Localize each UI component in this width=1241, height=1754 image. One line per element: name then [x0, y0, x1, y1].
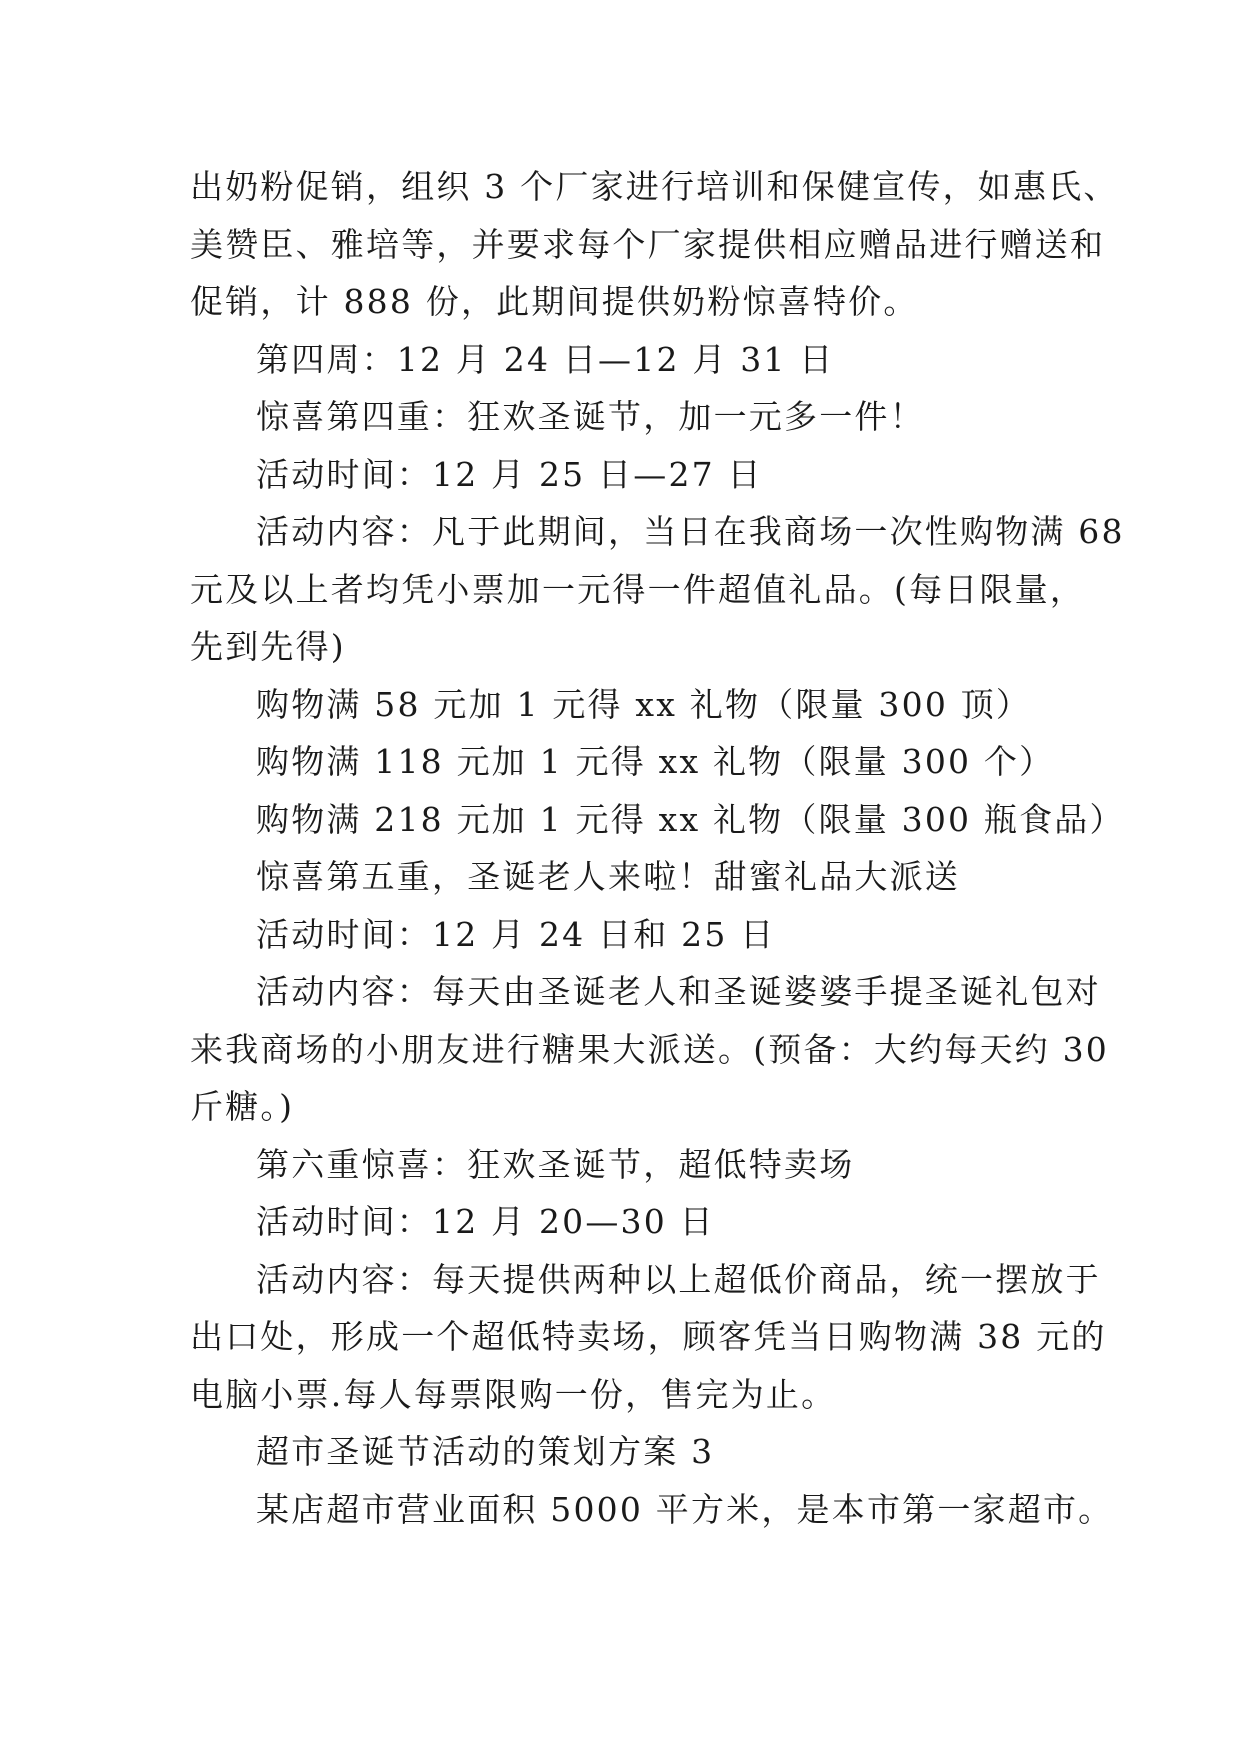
body-line: 活动时间：12 月 24 日和 25 日 — [256, 914, 776, 954]
body-line: 促销，计 888 份，此期间提供奶粉惊喜特价。 — [190, 282, 919, 321]
body-line: 出奶粉促销，组织 3 个厂家进行培训和保健宣传，如惠氏、 — [190, 167, 1119, 206]
body-line: 出口处，形成一个超低特卖场，顾客凭当日购物满 38 元的 — [190, 1317, 1107, 1356]
body-line: 电脑小票.每人每票限购一份，售完为止。 — [190, 1374, 837, 1414]
document-heading: 超市圣诞节活动的策划方案 3 — [256, 1432, 715, 1471]
body-line: 活动内容：每天提供两种以上超低价商品，统一摆放于 — [256, 1259, 1101, 1299]
body-line: 活动时间：12 月 20—30 日 — [256, 1202, 715, 1241]
body-line: 第四周：12 月 24 日—12 月 31 日 — [256, 339, 835, 379]
document-body — [190, 158, 1125, 1538]
list-item: 购物满 118 元加 1 元得 xx 礼物（限量 300 个） — [256, 742, 1055, 781]
body-line: 来我商场的小朋友进行糖果大派送。(预备：大约每天约 30 — [190, 1029, 1109, 1069]
body-line: 元及以上者均凭小票加一元得一件超值礼品。(每日限量， — [190, 569, 1086, 609]
body-line: 活动内容：每天由圣诞老人和圣诞婆婆手提圣诞礼包对 — [256, 972, 1101, 1011]
body-line: 活动内容：凡于此期间，当日在我商场一次性购物满 68 — [256, 512, 1125, 551]
section-heading: 惊喜第四重：狂欢圣诞节，加一元多一件！ — [256, 397, 925, 436]
body-line: 斤糖。) — [190, 1087, 295, 1126]
section-heading: 第六重惊喜：狂欢圣诞节，超低特卖场 — [256, 1144, 855, 1184]
body-line: 美赞臣、雅培等，并要求每个厂家提供相应赠品进行赠送和 — [190, 224, 1106, 264]
body-line: 先到先得) — [190, 627, 346, 666]
list-item: 购物满 218 元加 1 元得 xx 礼物（限量 300 瓶食品） — [256, 799, 1125, 839]
body-line: 某店超市营业面积 5000 平方米，是本市第一家超市。 — [256, 1489, 1114, 1529]
section-heading: 惊喜第五重，圣诞老人来啦！甜蜜礼品大派送 — [256, 857, 960, 896]
list-item: 购物满 58 元加 1 元得 xx 礼物（限量 300 顶） — [256, 684, 1032, 724]
body-line: 活动时间：12 月 25 日—27 日 — [256, 454, 763, 494]
